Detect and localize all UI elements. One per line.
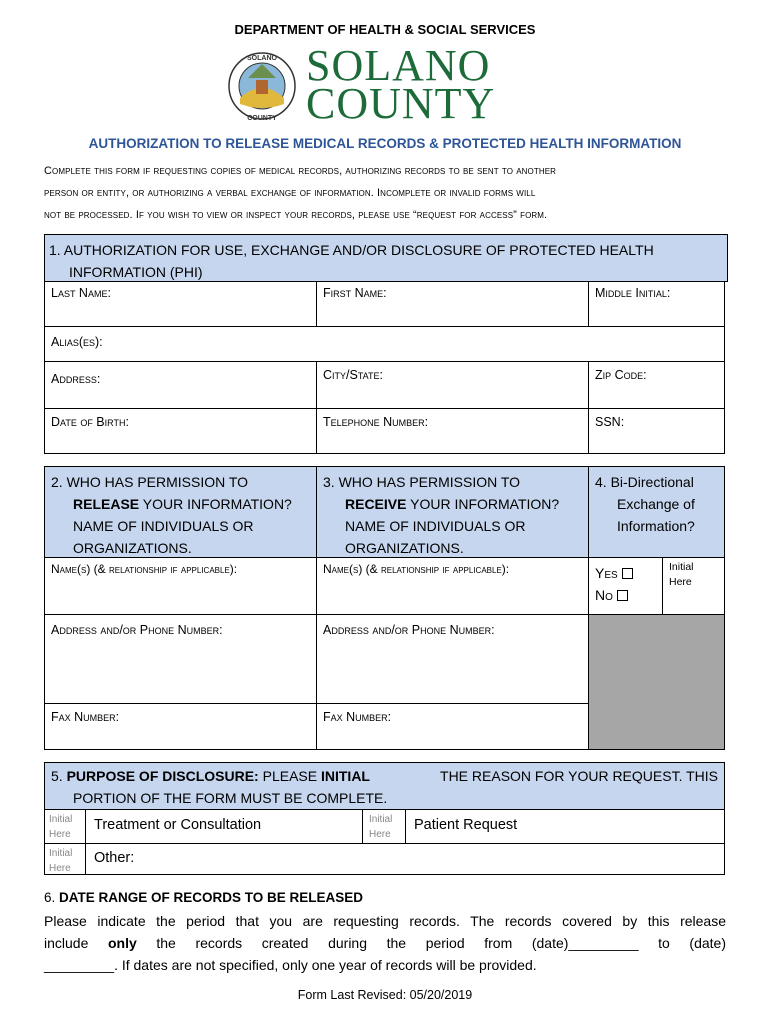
treatment-initial-field[interactable] — [44, 809, 86, 844]
section6-line1: Please indicate the period that you are requesting records. The records covered by this release — [44, 913, 726, 929]
section3-heading — [316, 466, 589, 558]
section1-heading-line2: INFORMATION (PHI) — [69, 264, 203, 280]
section2-heading-l3: NAME OF INDIVIDUALS OR — [73, 518, 254, 534]
patient-here-label: Here — [369, 829, 391, 840]
section2-heading-l2: YOUR INFORMATION? — [139, 496, 292, 512]
ssn-field[interactable]: SSN: — [588, 408, 725, 454]
treatment-label: Treatment or Consultation — [94, 817, 262, 833]
section2-heading — [44, 466, 317, 558]
release-address-field[interactable]: Address and/or Phone Number: — [44, 614, 317, 704]
section4-here-label: Here — [669, 576, 692, 588]
yes-label: Yes — [595, 565, 618, 581]
section5-heading — [44, 762, 725, 810]
intro-text — [44, 160, 734, 226]
release-fax-field[interactable]: Fax Number: — [44, 703, 317, 750]
seal-top-text: SOLANO — [247, 55, 277, 62]
logo-line2: COUNTY — [306, 79, 496, 128]
form-revised-date: Form Last Revised: 05/20/2019 — [297, 988, 473, 1002]
section2-heading-l4: ORGANIZATIONS. — [73, 540, 192, 556]
section5-num: 5. — [51, 768, 63, 784]
section6-line2-a: include — [44, 935, 108, 951]
intro-line-2: person or entity, or authorizing a verbal exchange of information. Incomplete or invalid forms will — [44, 187, 536, 199]
other-label[interactable]: Other: — [94, 850, 135, 866]
receive-fax-field[interactable]: Fax Number: — [316, 703, 589, 750]
intro-line-3: not be processed. If you wish to view or inspect your records, please use “request for access” form. — [44, 209, 548, 221]
date-of-birth-field[interactable]: Date of Birth: — [44, 408, 317, 454]
other-here-label: Here — [49, 863, 71, 874]
section1-heading — [44, 234, 728, 282]
section6-line2-bold: only — [107, 935, 137, 951]
section5-heading-bold2: INITIAL — [320, 768, 370, 784]
no-checkbox[interactable] — [617, 590, 628, 601]
section3-heading-l3: NAME OF INDIVIDUALS OR — [345, 518, 526, 534]
last-name-field[interactable]: Last Name: — [44, 281, 317, 327]
yes-checkbox[interactable] — [622, 568, 633, 579]
other-initial-label: Initial — [49, 848, 73, 859]
treatment-initial-label: Initial — [49, 814, 73, 825]
section4-heading — [588, 466, 725, 558]
intro-line-1: Complete this form if requesting copies of medical records, authorizing records to be sent to another — [44, 165, 557, 177]
department-name: DEPARTMENT OF HEALTH & SOCIAL SERVICES — [234, 22, 536, 37]
middle-initial-field[interactable]: Middle Initial: — [588, 281, 725, 327]
receive-names-field[interactable]: Name(s) (& relationship if applicable): — [316, 557, 589, 615]
section4-initial-field[interactable] — [662, 557, 725, 615]
county-logo — [228, 41, 498, 128]
section6-line2-b[interactable]: the records created during the period from (date)_________ to (date) — [136, 935, 726, 951]
first-name-field[interactable]: First Name: — [316, 281, 589, 327]
section4-heading-l2: Exchange of — [617, 496, 695, 512]
patient-request-label: Patient Request — [414, 817, 518, 833]
section6-body — [44, 910, 726, 976]
receive-address-field[interactable]: Address and/or Phone Number: — [316, 614, 589, 704]
section4-heading-l3: Information? — [617, 518, 695, 534]
telephone-field[interactable]: Telephone Number: — [316, 408, 589, 454]
section4-initial-label: Initial — [669, 561, 694, 573]
section6-heading — [44, 890, 363, 905]
aliases-field[interactable]: Alias(es): — [44, 326, 725, 362]
section6-line3[interactable]: _________. If dates are not specified, only one year of records will be provided. — [44, 957, 537, 973]
release-names-field[interactable]: Name(s) (& relationship if applicable): — [44, 557, 317, 615]
no-label: No — [595, 587, 613, 603]
section5-text-a: PLEASE — [258, 768, 321, 784]
bidirectional-choice — [588, 557, 663, 615]
address-field[interactable]: Address: — [44, 361, 317, 409]
section6-heading-text: DATE RANGE OF RECORDS TO BE RELEASED — [59, 890, 364, 905]
other-initial-field[interactable] — [44, 843, 86, 875]
form-title: AUTHORIZATION TO RELEASE MEDICAL RECORDS & PROTECTED HEALTH INFORMATION — [88, 136, 682, 151]
treatment-here-label: Here — [49, 829, 71, 840]
section2-heading-l1: 2. WHO HAS PERMISSION TO — [51, 474, 249, 490]
section3-heading-bold: RECEIVE — [345, 496, 407, 512]
section4-gray-block — [588, 614, 725, 750]
section3-heading-l1: 3. WHO HAS PERMISSION TO — [323, 474, 521, 490]
section4-heading-l1: 4. Bi-Directional — [595, 474, 694, 490]
logo-line1: SOLANO — [306, 41, 491, 90]
section5-text-b: THE REASON FOR YOUR REQUEST. THIS — [440, 768, 718, 784]
zip-code-field[interactable]: Zip Code: — [588, 361, 725, 409]
section3-heading-l4: ORGANIZATIONS. — [345, 540, 464, 556]
patient-request-initial-field[interactable] — [362, 809, 406, 844]
patient-initial-label: Initial — [369, 814, 393, 825]
section5-line2: PORTION OF THE FORM MUST BE COMPLETE. — [73, 790, 388, 806]
section3-heading-l2: YOUR INFORMATION? — [406, 496, 560, 512]
section2-heading-bold: RELEASE — [73, 496, 140, 512]
section5-heading-bold: PURPOSE OF DISCLOSURE: — [66, 768, 259, 784]
seal-bottom-text: COUNTY — [247, 115, 277, 122]
section6-num: 6. — [44, 890, 56, 905]
city-state-field[interactable]: City/State: — [316, 361, 589, 409]
section5-row2 — [44, 843, 725, 875]
section1-heading-line1: 1. AUTHORIZATION FOR USE, EXCHANGE AND/OR DISCLOSURE OF PROTECTED HEALTH — [49, 242, 654, 258]
